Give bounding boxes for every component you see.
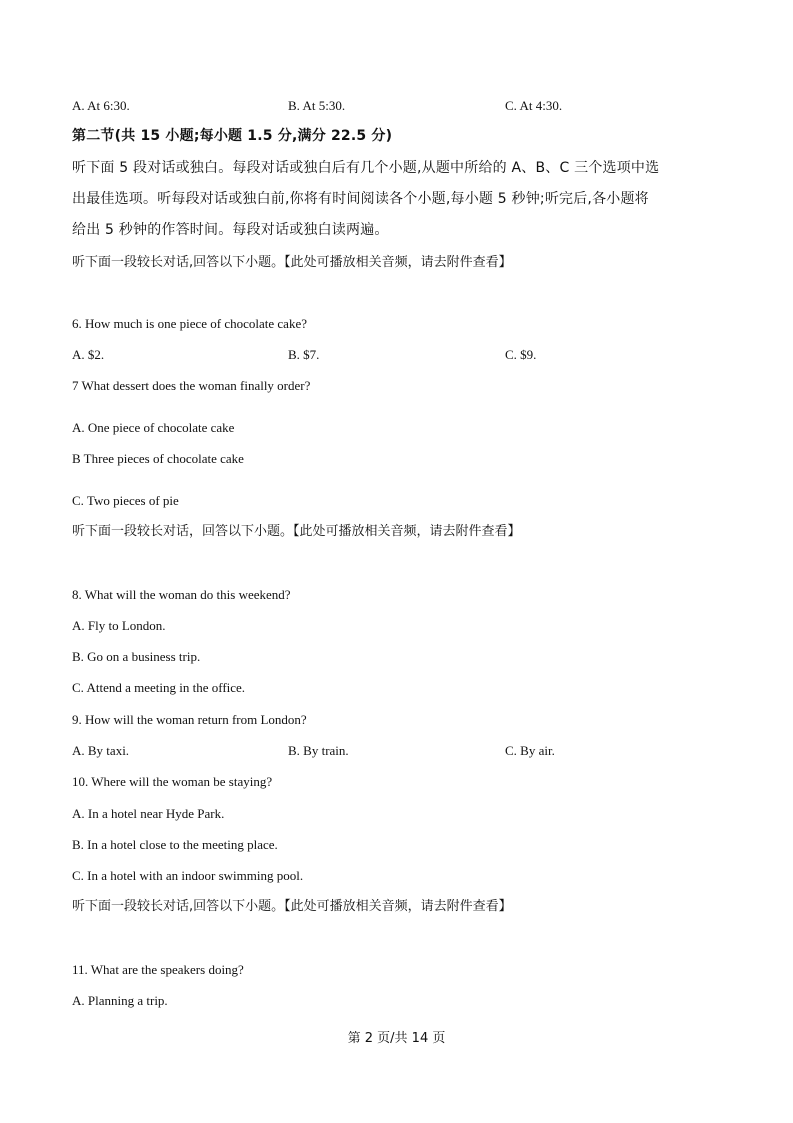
question-6: 6. How much is one piece of chocolate cake? [72, 316, 307, 331]
q6-option-c: C. $9. [505, 347, 537, 362]
listening-prompt-3: 听下面一段较长对话,回答以下小题。【此处可播放相关音频，请去附件查看】 [72, 899, 512, 914]
section-heading: 第二节(共 15 小题;每小题 1.5 分,满分 22.5 分) [72, 128, 393, 144]
q7-option-c: C. Two pieces of pie [72, 493, 179, 508]
q8-option-a: A. Fly to London. [72, 618, 166, 633]
instruction-line-1: 听下面 5 段对话或独白。每段对话或独白后有几个小题,从题中所给的 A、B、C 三个选项中选 [72, 160, 660, 176]
q8-option-c: C. Attend a meeting in the office. [72, 680, 246, 695]
question-11: 11. What are the speakers doing? [72, 962, 244, 977]
question-7: 7 What dessert does the woman finally order? [72, 378, 311, 393]
q7-option-a: A. One piece of chocolate cake [72, 420, 235, 435]
q5-option-a: A. At 6:30. [72, 98, 130, 113]
q10-option-a: A. In a hotel near Hyde Park. [72, 806, 225, 821]
q7-option-b: B Three pieces of chocolate cake [72, 451, 244, 466]
q10-option-c: C. In a hotel with an indoor swimming pool. [72, 868, 304, 883]
instruction-line-3: 给出 5 秒钟的作答时间。每段对话或独白读两遍。 [72, 222, 389, 238]
question-8: 8. What will the woman do this weekend? [72, 587, 291, 602]
q9-option-c: C. By air. [505, 743, 555, 758]
q8-option-b: B. Go on a business trip. [72, 649, 201, 664]
listening-prompt-2: 听下面一段较长对话，回答以下小题。【此处可播放相关音频，请去附件查看】 [72, 524, 521, 539]
q6-option-b: B. $7. [288, 347, 320, 362]
instruction-line-2: 出最佳选项。听每段对话或独白前,你将有时间阅读各个小题,每小题 5 秒钟;听完后,各小题将 [72, 191, 649, 207]
q5-option-b: B. At 5:30. [288, 98, 346, 113]
page-footer: 第 2 页/共 14 页 [347, 1031, 446, 1046]
listening-prompt-1: 听下面一段较长对话,回答以下小题。【此处可播放相关音频，请去附件查看】 [72, 255, 512, 270]
question-9: 9. How will the woman return from London? [72, 712, 307, 727]
q9-option-a: A. By taxi. [72, 743, 130, 758]
q11-option-a: A. Planning a trip. [72, 993, 168, 1008]
question-10: 10. Where will the woman be staying? [72, 774, 273, 789]
q5-option-c: C. At 4:30. [505, 98, 563, 113]
q6-option-a: A. $2. [72, 347, 105, 362]
q9-option-b: B. By train. [288, 743, 349, 758]
q10-option-b: B. In a hotel close to the meeting place. [72, 837, 278, 852]
